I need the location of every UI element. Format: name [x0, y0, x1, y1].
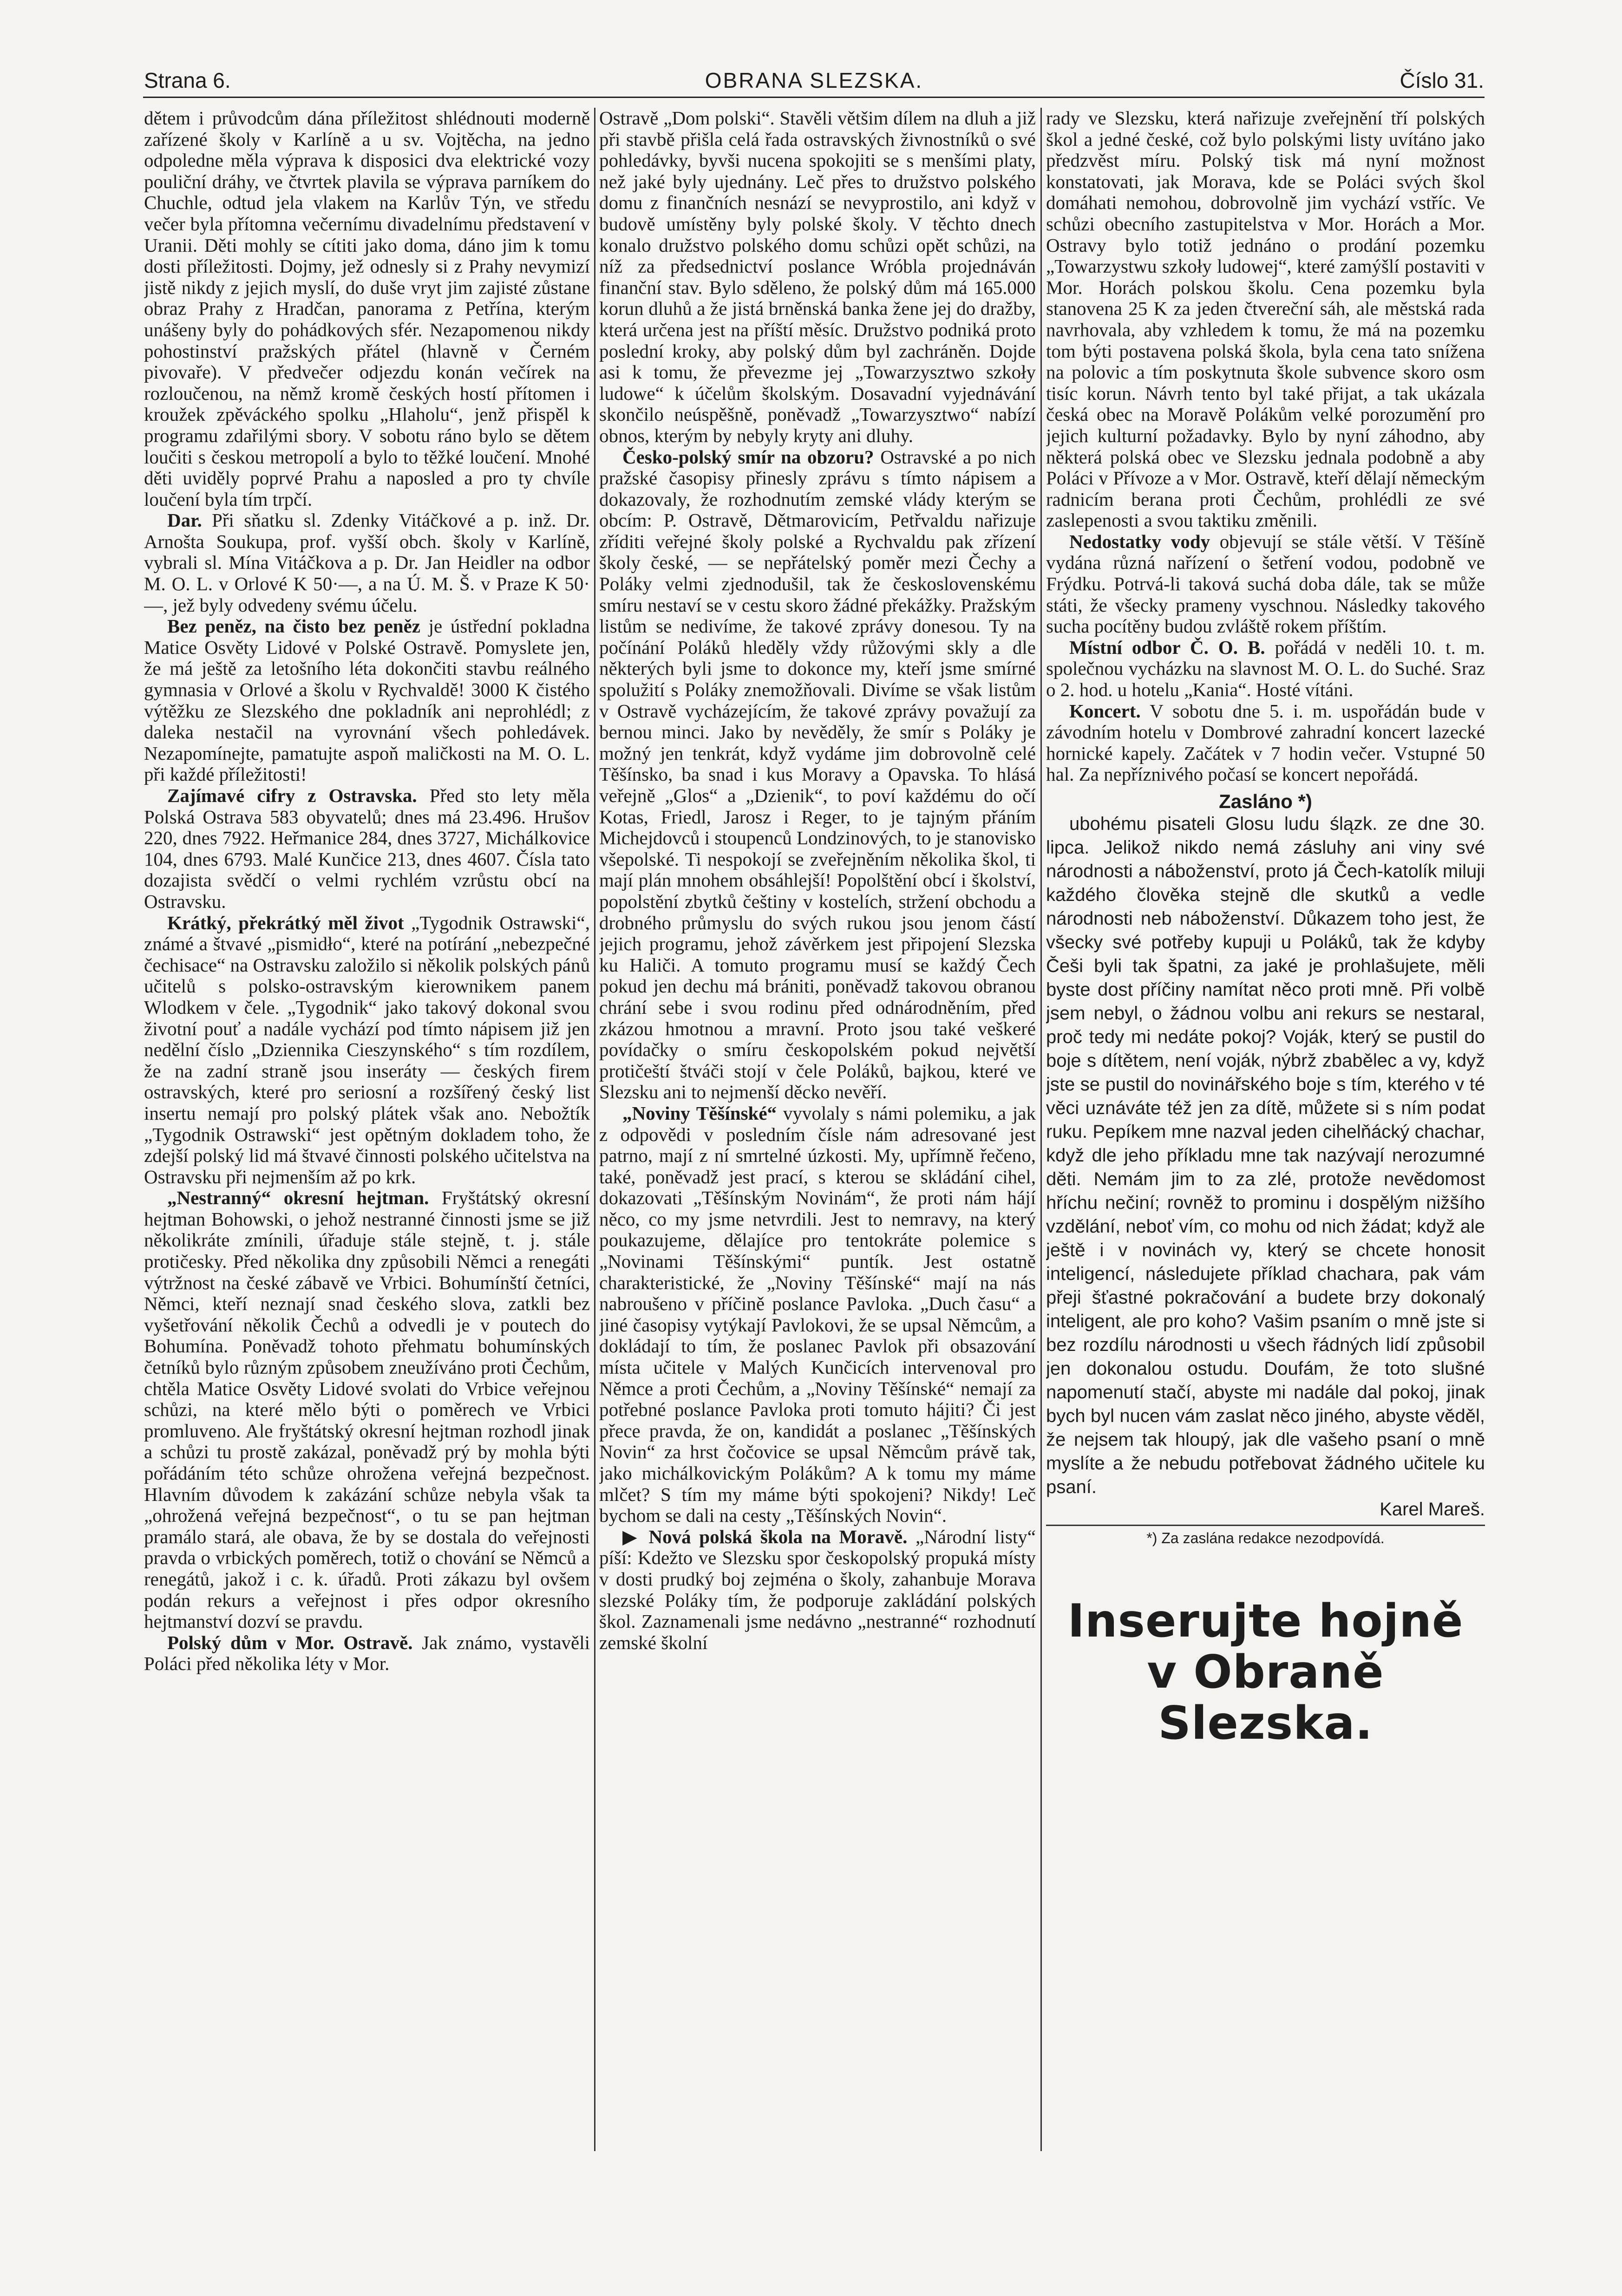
footnote-rule [1046, 1525, 1485, 1526]
article-text: „Tygodnik Ostrawski“, známé a štvavé „pismidło“, které na potírání „nebezpečné čechisace“ na Ostravsku založilo si několik polských pánů učitelů s polsko-ostravským kierownikem panem Wlodkem v čele. „Tygodnik“ jako takový dokonal svou životní pouť a nadále vychází pod tímto nápisem již jen nedělní číslo „Dziennika Cieszynského“ s tím rozdílem, že na zadní straně jsou inseráty — českých firem ostravských, které pro seriosní a rozšířený český list insertu nemají pro polský plátek však ano. Nebožtík „Tygodnik Ostrawski“ jest opětným dokladem toho, že zdejší polský lid má štvavé činnosti polského učitelstva na Ostravsku při nejmenším až po krk. [144, 912, 590, 1187]
issue-number: Číslo 31. [1400, 68, 1484, 92]
article-heading: Bez peněz, na čisto bez peněz [167, 615, 420, 637]
article-paragraph [144, 616, 590, 785]
article-text: je ústřední pokladna Matice Osvěty Lidové v Polské Ostravě. Pomyslete jen, že má ještě za letošního léta dokončiti stavbu reálného gymnasia v Orlové a školu v Rychvaldě! 3000 K čistého výtěžku ze Slezského dne pokladník ani neprohlédl; z daleka nestačil na vyrovnání všech pohledávek. Nezapomínejte, pamatujte aspoň maličkosti na M. O. L. při každé příležitosti! [144, 615, 590, 785]
zaslano-text: ubohému pisateli Glosu ludu ślązk. ze dne 30. lipca. Jelikož nikdo nemá zásluhy ani viny své národnosti a náboženství, proto já Čech-katolík miluji každého člověka stejně dle skutků a vedle národnosti neb náboženství. Důkazem toho jest, že všecky své potřeby kupuji u Poláků, tak že kdyby Češi byli tak špatni, za jaké je prohlašujete, měli byste dost příčiny namítat něco proti mně. Při volbě jsem nebyl, o žádnou volbu ani rekurs se nestaral, proč tedy mi nedáte pokoj? Voják, který se pustil do boje s dítětem, není voják, nýbrž zbabělec a vy, když jste se pustil do novinářského boje s tím, kterého v té věci uznáváte též jen za dítě, můžete si s ním podat ruku. Pepíkem mne nazval jeden cihelňácký chachar, když dle jeho příkladu mne tak nazývají nerozumné děti. Nemám jim to za zlé, protože nevědomost hříchu nečiní; rovněž to prominu i dospělým nižšího vzdělání, neboť vím, co mohu od nich žádat; když ale ještě i v novinách vy, který se chcete honosit inteligencí, následujete příklad chachara, pak vám přeji šťastné pokračování a budete brzy dokonalý inteligent, ale pro koho? Vašim psaním o mně jste si bez rozdílu národnosti u všech řádných lidí způsobil jen dokonalou ostudu. Doufám, že toto slušné napomenutí stačí, abyste mi nadále dal pokoj, jinak bych byl nucen vám zaslat něco jiného, abyste věděl, že nejsem tak hloupý, jak dle vašeho psaní o mně myslíte a že nebudu potřebovat žádného učitele ku psaní. [1046, 813, 1485, 1497]
article-heading: Krátký, překrátký měl život [167, 912, 404, 933]
article-heading: Koncert. [1069, 700, 1141, 722]
article-heading: Česko-polský smír na obzoru? [622, 446, 874, 468]
column-divider [594, 108, 595, 2151]
page-header [144, 64, 1484, 97]
column-1 [144, 108, 590, 2170]
article-heading: Nedostatky vody [1069, 530, 1210, 552]
article-text: vyvolaly s námi polemiku, a jak z odpovědi v posledním čísle nám adresované jest patrno, mají z ní smrtelné úzkosti. My, upřímně řečeno, také, poněvadž jest prací, s kterou se skládání cihel, dokazovati „Těšínským Novinám“, že proti nám hájí něco, co my jsme netvrdili. Jest to nemravy, na který poukazujeme, dělajíce pro tentokráte polemice s „Novinami Těšínskými“ puntík. Jest ostatně charakteristické, že „Noviny Těšínské“ mají na nás nabroušeno v příčině poslance Pavloka. „Duch času“ a jiné časopisy vytýkají Pavlokovi, že se upsal Němcům, a dokládají to tím, že poslanec Pavlok při obsazování místa učitele v Malých Kunčicích intervenoval pro Němce a proti Čechům, a „Noviny Těšínské“ nemají za potřebné poslance Pavloka proti tomuto hájiti? Či jest přece pravda, že on, kandidát a poslanec „Těšínských Novin“ za hrst čočovice se upsal Němcům právě tak, jako michálkovickým Polákům? A k tomu my máme mlčet? S tím my máme býti spokojeni? Nikdy! Leč bychom se dali na cesty „Těšínských Novin“. [599, 1102, 1036, 1526]
article-text: Před sto lety měla Polská Ostrava 583 obyvatelů; dnes má 23.496. Hrušov 220, dnes 7922. Heřmanice 284, dnes 3727, Michálkovice 104, dnes 6793. Malé Kunčice 213, dnes 4607. Čísla tato dozajista svědčí o velmi rychlém vzrůstu obcí na Ostravsku. [144, 785, 590, 912]
article-paragraph [144, 913, 590, 1188]
article-text: Fryštátský okresní hejtman Bohowski, o jehož nestranné činnosti jsme se již několikráte zmínili, úřaduje stále stejně, t. j. stále protičesky. Před několika dny způsobili Němci a renegáti výtržnost na české zábavě ve Vrbici. Bohumínští četníci, Němci, kteří neznají snad českého slova, zatkli bez vyšetřování několik Čechů a odvedli je v poutech do Bohumína. Poněvadž tohoto přehmatu bohumínských četníků bylo různým způsobem zneužíváno proti Čechům, chtěla Matice Osvěty Lidové svolati do Vrbice veřejnou schůzi, na které mělo býti o poměrech ve Vrbici promluveno. Ale fryštátský okresní hejtman rozhodl jinak a schůzi tu prostě zakázal, poněvadž prý by mohla býti pořádáním této schůze ohrožena veřejná bezpečnost. Hlavním důvodem k zakázání schůze nebyla však ta „ohrožená veřejná bezpečnost“, o tu se pan hejtman pramálo stará, ale obava, že by se dostala do veřejnosti pravda o vrbických poměrech, totiž o chování se Němců a renegátů, jakož i c. k. úřadů. Proti zákazu byl ovšem podán rekurs a veřejnost i přes odpor okresního hejtmanství dozví se pravdu. [144, 1187, 590, 1632]
article-heading: Nová polská škola na Moravě. [648, 1526, 908, 1547]
article-heading: Dar. [167, 509, 202, 531]
article-text: rady ve Slezsku, která nařizuje zveřejnění tří polských škol a jedné české, což bylo polskými listy uvítáno jako předzvěst míru. Polský tisk má nyní možnost konstatovati, jak Morava, kde se Poláci svých škol domáhati nemohou, dobrovolně jim vychází vstříc. Ve schůzi obecního zastupitelstva v Mor. Horách a Mor. Ostravy bylo totiž jednáno o prodání pozemku „Towarzystwu szkoły ludowej“, které zamýšlí postaviti v Mor. Horách polskou školu. Cena pozemku byla stanovena 25 K za jeden čtvereční sáh, ale městská rada navrhovala, aby vzhledem k tomu, že má na pozemku tom býti postavena polská škola, byla cena tato snížena na polovic a tím poskytnuta škole subvence skoro osm tisíc korun. Návrh tento byl také přijat, a tak ukázala česká obec na Moravě Polákům velké porozumění pro jejich kulturní požadavky. Bylo by nyní záhodno, aby některá polská obec ve Slezsku jednala podobně a aby Poláci v Přívoze a v Mor. Ostravě, kteří dělají německým radnicím berana proti Čechům, prohlédli ze své zaslepenosti a svou taktiku změnili. [1046, 108, 1485, 531]
article-text: Ostravě „Dom polski“. Stavěli většim dílem na dluh a již při stavbě přišla celá řada ostravských živnostníků o své pohledávky, byvši nucena spokojiti se s menšími platy, než jaké byly ujednány. Leč přes to družstvo polského domu z finančních nesnází se nevyprostilo, ani když v budově umístěny byly polské školy. V těchto dnech konalo družstvo polského domu schůzi opět schůzi, na níž za předsednictví poslance Wróbla projednáván finanční stav. Bylo sděleno, že polský dům má 165.000 korun dluhů a že jistá brněnská banka žene jej do dražby, která určena jest na příští měsíc. Družstvo podniká proto poslední kroky, aby polský dům byl zachráněn. Dojde asi k tomu, že převezme jej „Towarzysztwo szkoły ludowe“ k účelům školským. Dosavadní vyjednávání skončilo neúspěšně, poněvadž „Towarzysztwo“ nabízí obnos, kterým by nebyly kryty ani dluhy. [599, 108, 1036, 446]
article-text: dětem i průvodcům dána příležitost shlédnouti moderně zařízené školy v Karlíně a u sv. Vojtěcha, na jedno odpoledne měla výprava k disposici dva elektrické vozy pouliční dráhy, ve čtvrtek plavila se výprava parníkem do Chuchle, odtud jela vlakem na Karlův Týn, ve středu večer byla přítomna večernímu divadelnímu představení v Uranii. Děti mohly se cítiti jako doma, dáno jim k tomu dosti příležitosti. Dojmy, jež odnesly si z Prahy nevymizí jistě nikdy z jejich myslí, do duše vryt jim zajisté zůstane obraz Prahy z Hradčan, panorama z Petřína, kterým unášeny byly do pohádkových sfér. Nezapomenou nikdy pohostinství pražských přátel (hlavně v Černém pivovaře). V předvečer odjezdu konán večírek na rozloučenou, na němž kromě českých hostí přítomen i kroužek zpěváckého spolku „Hlaholu“, jenž přispěl k programu zdařilými sbory. V sobotu ráno bylo se dětem loučiti s českou metropolí a bylo to těžké loučení. Mnohé děti uviděly poprvé Prahu a naposled a pro ty chvíle loučení byla tím trpčí. [144, 108, 590, 510]
article-paragraph [599, 1103, 1036, 1526]
article-paragraph [1046, 701, 1485, 785]
article-text: Ostravské a po nich pražské časopisy přinesly zprávu s tímto nápisem a dokazovaly, že rozhodnutím zemské vlády kterým se obcím: P. Ostravě, Dětmarovicím, Petřvaldu nařizuje zříditi veřejné školy polské a Rychvaldu pak zřízení školy české, — se nepřátelský poměr mezi Čechy a Poláky velmi zjednodušil, tak že československému smíru nestaví se v cestu skoro žádné překážky. Pražským listům se nedivíme, že takové zprávy donesou. Ty na počínání Poláků hleděly vždy růžovými skly a dle některých byli jsme to dokonce my, kteří jsme smírné spolužití s Poláky znemožňovali. Divíme se však listům v Ostravě vycházejícím, že takové zprávy považují za bernou minci. Jako by nevěděly, že smír s Poláky je možný jen tenkrát, když vydáme jim dobrovolně celé Těšínsko, ba snad i kus Moravy a Opavska. To hlásá veřejně „Glos“ a „Dzienik“, to poví každému do očí Kotas, Friedl, Jarosz i Reger, to je tajným přáním Michejdovců i stoupenců Londzinových, to je stanovisko všepolské. Ti nespokojí se zveřejněním několika škol, ti mají plán mnohem obsáhlejší! Popolštění obcí i školství, popolstění zbytků češtiny v kostelích, stržení obchodu a drobného průmyslu do svých rukou jsou jenom částí jejich programu, jehož závěrkem jest připojení Slezska ku Haliči. A tomuto programu musí se každý Čech pokud jen dechu má brániti, poněvadž takovou obranou chrání sebe i svou rodinu před odnárodněním, před zkázou hmotnou a mravní. Proto jsou také veškeré povídačky o smíru českopolském pokud největší protičeští štváči stojí v čele Poláků, bajkou, které ve Slezsku ani to nejmenší děcko nevěří. [599, 446, 1036, 1103]
article-paragraph [144, 785, 590, 913]
column-3 [1046, 108, 1485, 2170]
advertisement [1046, 1596, 1485, 1749]
page-number: Strana 6. [144, 68, 231, 92]
article-heading: Zajímavé cifry z Ostravska. [167, 785, 417, 806]
article-paragraph [1046, 108, 1485, 531]
article-paragraph [1046, 531, 1485, 637]
article-text: Jak známo, vystavěli Poláci před několika léty v Mor. [144, 1631, 590, 1675]
zaslano-section [1046, 791, 1485, 1549]
article-paragraph [599, 447, 1036, 1103]
article-paragraph [599, 108, 1036, 447]
article-heading: Polský dům v Mor. Ostravě. [167, 1631, 413, 1653]
article-heading: „Noviny Těšínské“ [622, 1102, 777, 1124]
header-rule [143, 97, 1485, 98]
column-divider [1040, 108, 1042, 2151]
ad-line-1: Inserujte hojně [1067, 1594, 1464, 1648]
column-2 [599, 108, 1036, 2170]
zaslano-title: Zasláno *) [1219, 790, 1312, 812]
article-text: Při sňatku sl. Zdenky Vitáčkové a p. inž. Dr. Arnošta Soukupa, prof. vyšší obch. školy v Karlíně, vybrali sl. Mína Vitáčkova a p. Dr. Jan Heidler na odbor M. O. L. v Orlové K 50·—, a na Ú. M. Š. v Praze K 50·—, jež byly odvedeny svému účelu. [144, 509, 590, 616]
article-paragraph [144, 1187, 590, 1632]
newspaper-title: OBRANA SLEZSKA. [705, 68, 923, 92]
article-text: objevují se stále větší. V Těšíně vydána různá nařízení o šetření vodou, podobně ve Frýdku. Potrvá-li taková suchá doba dále, tak se může státi, že všecky prameny vyschnou. Následky takového sucha pocítěny budou zvláště rokem příštím. [1046, 530, 1485, 637]
article-text: V sobotu dne 5. i. m. uspořádán bude v závodním hotelu v Dombrové zahradní koncert lazecké hornické kapely. Začátek v 7 hodin večer. Vstupné 50 hal. Za nepříznivého počasí se koncert nepořádá. [1046, 700, 1485, 785]
article-text: „Národní listy“ píší: Kdežto ve Slezsku spor českopolský propuká místy v dosti prudký boj zejména o školy, zahanbuje Morava slezské Poláky tím, že podporuje zakládání polských škol. Zaznamenali jsme nedávno „nestranné“ rozhodnutí zemské školní [599, 1526, 1036, 1653]
article-paragraph [144, 510, 590, 616]
article-paragraph [599, 1526, 1036, 1654]
footnote: *) Za zaslána redakce nezodpovídá. [1146, 1530, 1385, 1547]
article-paragraph [1046, 637, 1485, 701]
article-paragraph [144, 108, 590, 510]
article-heading: „Nestranný“ okresní hejtman. [167, 1187, 429, 1209]
signature: Karel Mareš. [1380, 1499, 1485, 1520]
article-heading: Místní odbor Č. O. B. [1069, 636, 1265, 658]
column-3-articles [1046, 108, 1485, 785]
pointer-icon: ▶ [622, 1526, 641, 1547]
ad-line-2: v Obraně Slezska. [1147, 1645, 1384, 1750]
article-text: pořádá v neděli 10. t. m. společnou vycházku na slavnost M. O. L. do Suché. Sraz o 2. hod. u hotelu „Kania“. Hosté vítáni. [1046, 636, 1485, 701]
article-paragraph [144, 1632, 590, 1675]
